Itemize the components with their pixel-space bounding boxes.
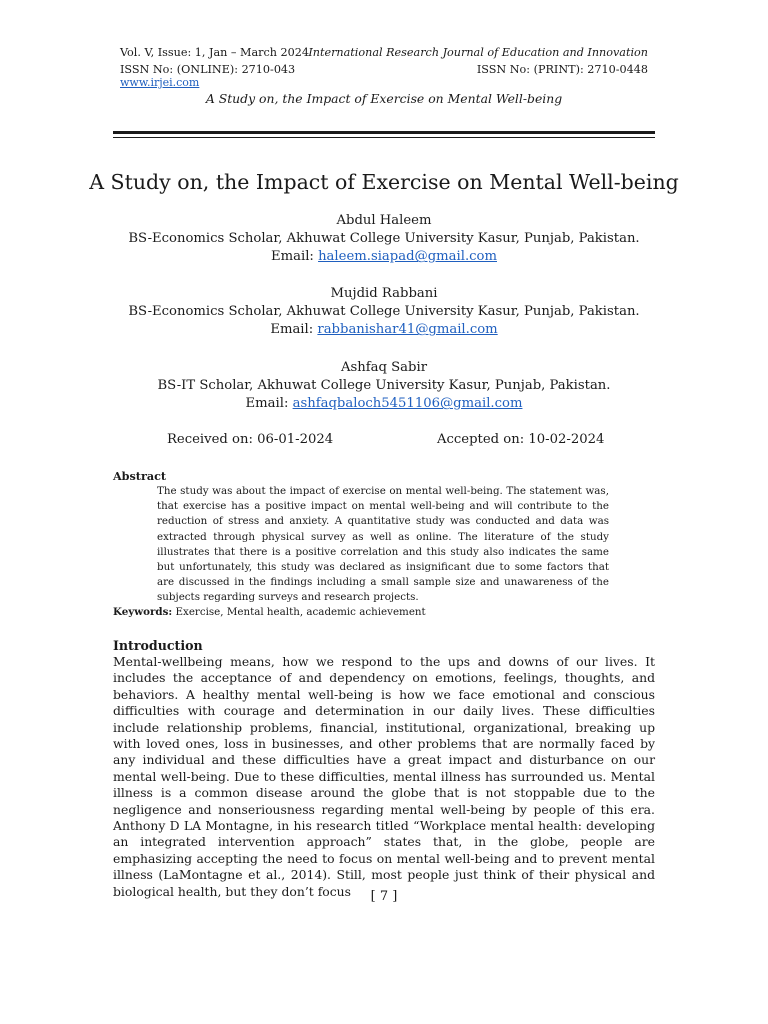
author-email-link[interactable]: rabbanishar41@gmail.com bbox=[317, 322, 498, 338]
author-email-line bbox=[60, 395, 708, 413]
email-label: Email: bbox=[270, 322, 314, 338]
volume-info: Vol. V, Issue: 1, Jan – March 2024 bbox=[120, 46, 310, 59]
author-name: Mujdid Rabbani bbox=[330, 286, 438, 301]
author-affiliation: BS-Economics Scholar, Akhuwat College University Kasur, Punjab, Pakistan. bbox=[128, 304, 640, 320]
author-email-link[interactable]: haleem.siapad@gmail.com bbox=[318, 249, 497, 265]
author-name: Ashfaq Sabir bbox=[340, 360, 428, 375]
running-title: A Study on, the Impact of Exercise on Mental Well-being bbox=[205, 91, 563, 106]
author-affiliation: BS-IT Scholar, Akhuwat College University Kasur, Punjab, Pakistan. bbox=[157, 378, 611, 394]
paper-title: A Study on, the Impact of Exercise on Mental Well-being bbox=[89, 170, 679, 194]
abstract-text: The study was about the impact of exercise on mental well-being. The statement was, that exercise has a positive impact on mental well-being and will contribute to the reduction of stress and anxiety. A quantitative study was conducted and data was extracted through physical survey as well as online. The literature of the study illustrates that there is a positive correlation and this study also indicates the same but unfortunately, this study was declared as insignificant due to some factors that are discussed in the findings including a small sample size and unawareness of the subjects regarding surveys and research projects. bbox=[157, 485, 609, 604]
author-email-line bbox=[60, 321, 708, 339]
journal-name: International Research Journal of Education and Innovation bbox=[308, 46, 648, 59]
page-number: [ 7 ] bbox=[370, 889, 398, 904]
keywords-text: Exercise, Mental health, academic achievement bbox=[172, 606, 426, 618]
author-2 bbox=[60, 285, 708, 340]
email-label: Email: bbox=[270, 249, 314, 265]
author-3 bbox=[60, 359, 708, 414]
author-1 bbox=[60, 212, 708, 267]
keywords-line bbox=[113, 605, 426, 620]
issn-print: ISSN No: (PRINT): 2710-0448 bbox=[476, 63, 648, 76]
email-label: Email: bbox=[245, 396, 289, 412]
author-name: Abdul Haleem bbox=[336, 213, 432, 228]
author-email-link[interactable]: ashfaqbaloch5451106@gmail.com bbox=[292, 396, 523, 412]
accepted-date: Accepted on: 10-02-2024 bbox=[437, 432, 605, 447]
received-date: Received on: 06-01-2024 bbox=[167, 432, 334, 447]
author-affiliation: BS-Economics Scholar, Akhuwat College University Kasur, Punjab, Pakistan. bbox=[128, 231, 640, 247]
author-email-line bbox=[60, 248, 708, 266]
journal-website-link[interactable]: www.irjei.com bbox=[120, 76, 200, 89]
header-rule-thick bbox=[113, 131, 655, 134]
header-row-1 bbox=[120, 45, 648, 60]
header-rule-thin bbox=[113, 137, 655, 138]
introduction-heading: Introduction bbox=[113, 638, 203, 653]
issn-online: ISSN No: (ONLINE): 2710-043 bbox=[120, 63, 296, 76]
abstract-heading: Abstract bbox=[113, 469, 167, 483]
introduction-text: Mental-wellbeing means, how we respond to the ups and downs of our lives. It includes the acceptance of and dependency on emotions, feelings, thoughts, and behaviors. A healthy mental well-being is how we face emotional and conscious difficulties with courage and determination in our daily lives. These difficulties include relationship problems, financial, institutional, organizational, breaking up with loved ones, loss in businesses, and other problems that are normally faced by any individual and these difficulties have a great impact and disturbance on our mental well-being. Due to these difficulties, mental illness has surrounded us. Mental illness is a common disease around the globe that is not stoppable due to the negligence and nonseriousness regarding mental well-being by people of this era. Anthony D LA Montagne, in his research titled “Workplace mental health: developing an integrated intervention approach” states that, in the globe, people are emphasizing accepting the need to focus on mental well-being and to prevent mental illness (LaMontagne et al., 2014). Still, most people just think of their physical and biological health, but they don’t focus bbox=[113, 654, 655, 899]
keywords-label: Keywords: bbox=[113, 606, 173, 618]
